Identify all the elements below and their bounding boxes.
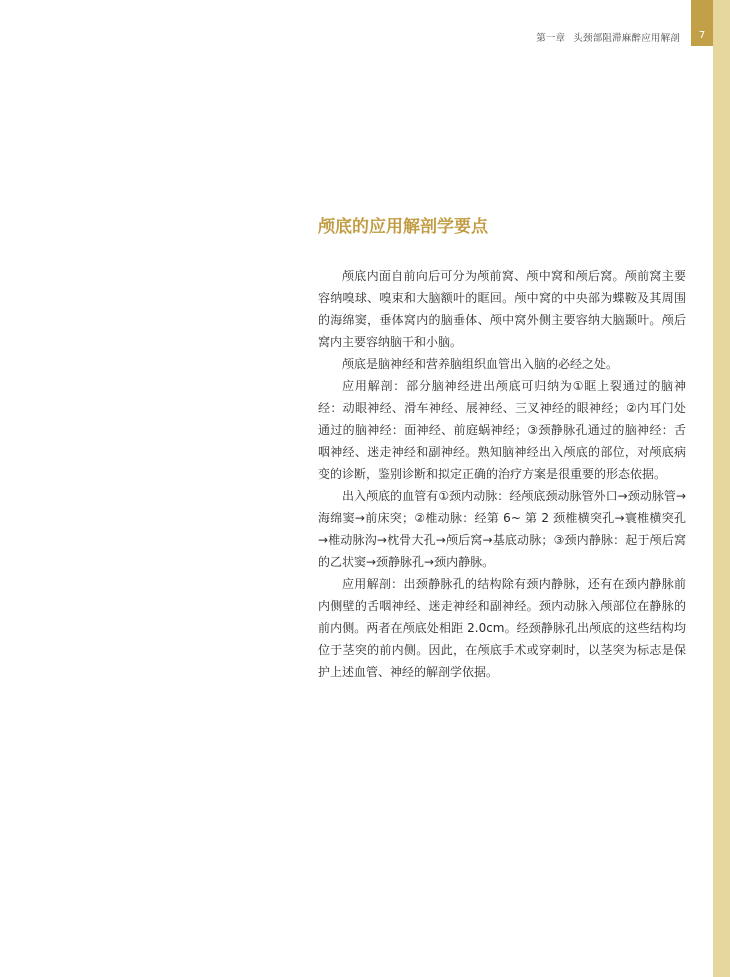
chapter-label: 第一章 bbox=[536, 33, 566, 44]
side-color-strip bbox=[713, 0, 730, 977]
chapter-title: 头颈部阻滞麻醉应用解剖 bbox=[573, 33, 680, 44]
page-number: 7 bbox=[698, 30, 706, 41]
paragraph: 应用解剖：出颈静脉孔的结构除有颈内静脉，还有在颈内静脉前内侧壁的舌咽神经、迷走神经和副神经。颈内动脉入颅部位在静脉的前内侧。两者在颅底处相距 2.0cm。经颈静脉孔出颅底的这些结构均位于茎突的前内侧。因此，在颅底手术或穿刺时，以茎突为标志是保护上述血管、神经的解剖学依据。 bbox=[318, 577, 686, 679]
page-number-tab bbox=[691, 0, 713, 46]
paragraph: 出入颅底的血管有①颈内动脉：经颅底颈动脉管外口→颈动脉管→海绵窦→前床突；②椎动脉：经第 6~ 第 2 颈椎横突孔→寰椎横突孔→椎动脉沟→枕骨大孔→颅后窝→基底动脉；③颈内静脉：起于颅后窝的乙状窦→颈静脉孔→颈内静脉。 bbox=[318, 489, 686, 569]
paragraph: 颅底内面自前向后可分为颅前窝、颅中窝和颅后窝。颅前窝主要容纳嗅球、嗅束和大脑额叶的眶回。颅中窝的中央部为蝶鞍及其周围的海绵窦，垂体窝内的脑垂体、颅中窝外侧主要容纳大脑颞叶。颅后窝内主要容纳脑干和小脑。 bbox=[318, 269, 686, 349]
paragraph: 颅底是脑神经和营养脑组织血管出入脑的必经之处。 bbox=[342, 357, 619, 371]
paragraph: 应用解剖：部分脑神经进出颅底可归纳为①眶上裂通过的脑神经：动眼神经、滑车神经、展神经、三叉神经的眼神经；②内耳门处通过的脑神经：面神经、前庭蜗神经；③颈静脉孔通过的脑神经：舌咽神经、迷走神经和副神经。熟知脑神经出入颅底的部位，对颅底病变的诊断，鉴别诊断和拟定正确的治疗方案是很重要的形态依据。 bbox=[318, 379, 686, 481]
body-text bbox=[318, 265, 686, 683]
running-header bbox=[536, 30, 680, 44]
section-title: 颅底的应用解剖学要点 bbox=[318, 217, 488, 237]
